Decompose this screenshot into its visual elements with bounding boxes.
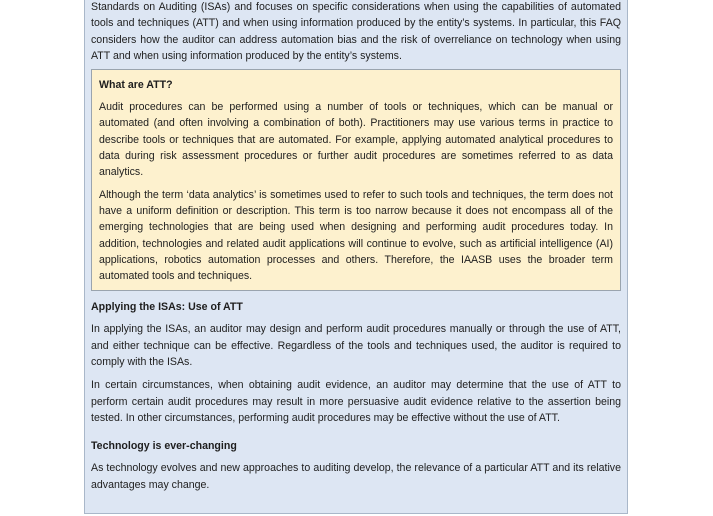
section-heading: Applying the ISAs: Use of ATT	[91, 301, 243, 314]
section-applying-isas	[91, 299, 621, 426]
section-paragraph: As technology evolves and new approaches to auditing develop, the relevance of a particular ATT and its relative advantages may change.	[91, 462, 621, 491]
document-page	[84, 0, 628, 514]
callout-paragraph: Although the term ‘data analytics’ is sometimes used to refer to such tools and techniques, the term does not have a uniform definition or description. This term is too narrow because it does not encompass all of the emerging technologies that are being used when designing and performing audit procedures today. In addition, technologies and related audit applications will continue to evolve, such as artificial intelligence (AI) applications, robotics automation processes and others. Therefore, the IAASB uses the broader term automated tools and techniques.	[99, 188, 613, 283]
intro-paragraph: Standards on Auditing (ISAs) and focuses on specific considerations when using the capabilities of automated tools and techniques (ATT) and when using information produced by the entity’s systems. In particular, this FAQ considers how the auditor can address automation bias and the risk of overreliance on technology when using ATT and when using information produced by the entity’s systems.	[91, 1, 621, 62]
section-heading: Technology is ever-changing	[91, 440, 237, 453]
section-technology-changing	[91, 438, 621, 493]
att-definition-callout	[91, 69, 621, 291]
callout-heading: What are ATT?	[99, 79, 173, 92]
section-paragraph: In certain circumstances, when obtaining audit evidence, an auditor may determine that the use of ATT to perform certain audit procedures may result in more persuasive audit evidence relative to the assertion being tested. In other circumstances, performing audit procedures may be effective without the use of ATT.	[91, 379, 621, 424]
section-paragraph: In applying the ISAs, an auditor may design and perform audit procedures manually or through the use of ATT, and either technique can be effective. Regardless of the tools and techniques used, the auditor is required to comply with the ISAs.	[91, 323, 621, 369]
callout-paragraph: Audit procedures can be performed using a number of tools or techniques, which can be manual or automated (and often involving a combination of both). Practitioners may use various terms in practice to describe tools or techniques that are automated. For example, applying automated analytical procedures to data during risk assessment procedures or further audit procedures are sometimes referred to as data analytics.	[99, 101, 613, 179]
